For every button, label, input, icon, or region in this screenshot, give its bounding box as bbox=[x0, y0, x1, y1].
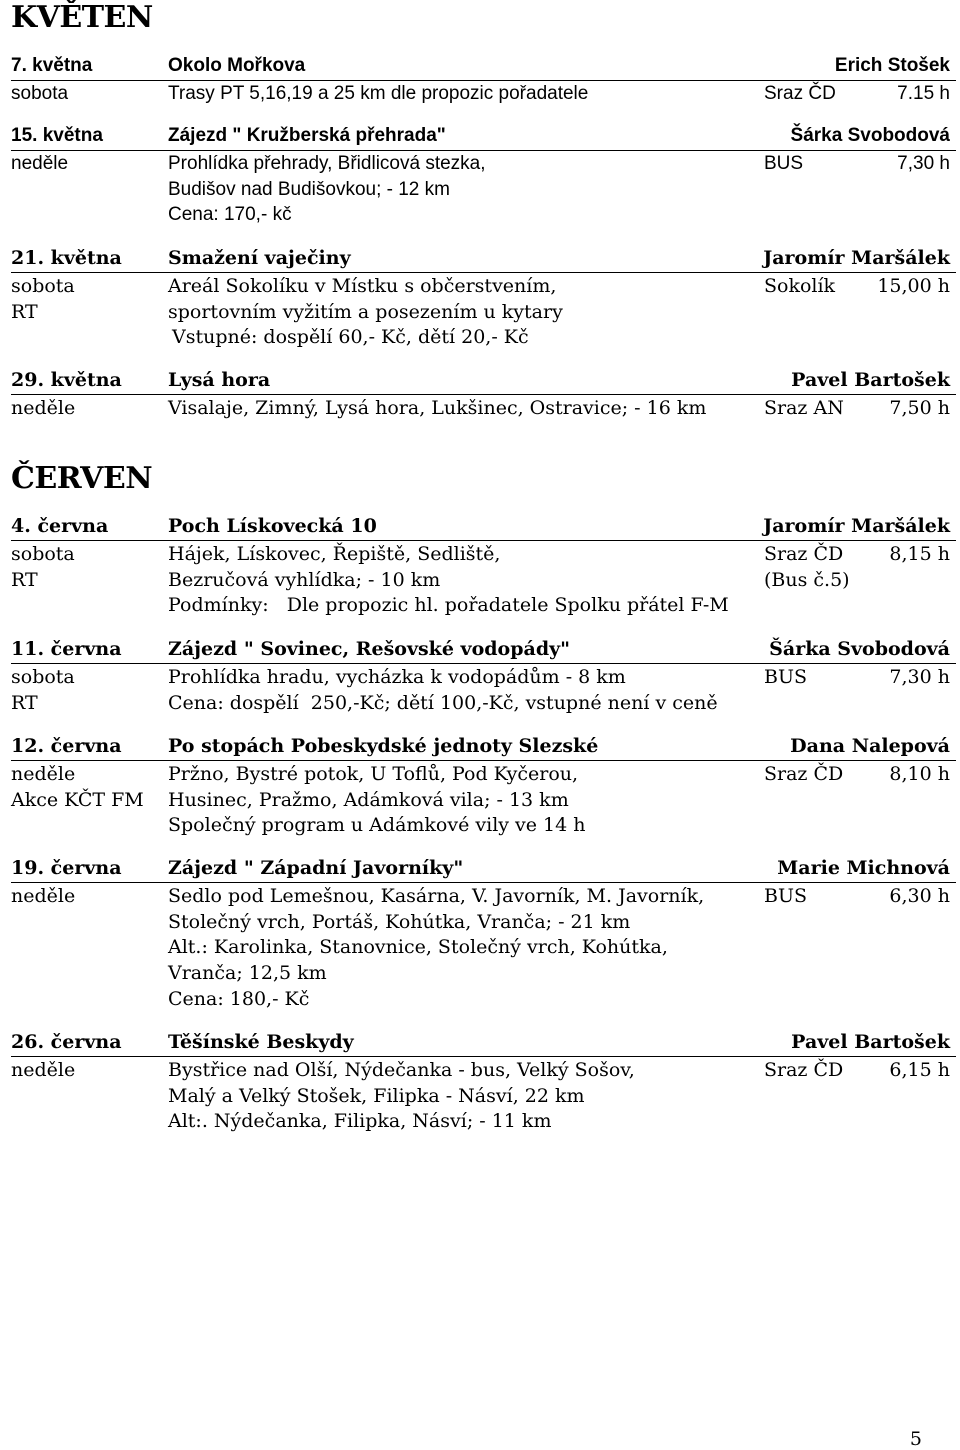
event-details bbox=[11, 884, 956, 1012]
event-description: Alt.: Karolinka, Stanovnice, Stolečný vrch, Kohútka, bbox=[168, 936, 668, 959]
event-time: 6,15 h bbox=[889, 1059, 950, 1081]
event-block bbox=[11, 856, 956, 1012]
event-row bbox=[11, 762, 956, 788]
event-title: Poch Lískovecká 10 bbox=[168, 515, 377, 537]
event-description: Bezručová vyhlídka; - 10 km bbox=[168, 568, 441, 591]
event-header bbox=[11, 124, 956, 151]
event-block bbox=[11, 734, 956, 839]
event-row bbox=[11, 325, 956, 351]
event-date: 19. června bbox=[11, 857, 122, 879]
event-header bbox=[11, 368, 956, 395]
event-row bbox=[11, 542, 956, 568]
event-day: neděle bbox=[11, 397, 76, 419]
event-description: Cena: 170,- kč bbox=[168, 204, 292, 226]
event-row bbox=[11, 568, 956, 594]
event-leader: Dana Nalepová bbox=[790, 735, 950, 757]
event-description: Prohlídka přehrady, Břidlicová stezka, bbox=[168, 153, 486, 174]
event-time: 6,30 h bbox=[889, 885, 950, 907]
event-details bbox=[11, 152, 956, 229]
event-day: sobota bbox=[11, 83, 69, 104]
event-time: 8,15 h bbox=[889, 543, 950, 565]
event-details bbox=[11, 542, 956, 619]
event-row bbox=[11, 593, 956, 619]
event-row bbox=[11, 935, 956, 961]
event-title: Po stopách Pobeskydské jednoty Slezské bbox=[168, 735, 599, 757]
event-header bbox=[11, 734, 956, 761]
event-description: Budišov nad Budišovkou; - 12 km bbox=[168, 178, 450, 200]
event-leader: Pavel Bartošek bbox=[791, 369, 950, 391]
event-time: 7,50 h bbox=[889, 397, 950, 419]
event-meeting-place: Sraz ČD bbox=[764, 83, 836, 104]
event-leader: Erich Stošek bbox=[834, 55, 950, 76]
event-time: 7,30 h bbox=[889, 666, 950, 688]
event-block bbox=[11, 514, 956, 619]
event-block bbox=[11, 1030, 956, 1135]
event-row bbox=[11, 1058, 956, 1084]
event-description: Vranča; 12,5 km bbox=[168, 962, 327, 985]
event-meeting-place: BUS bbox=[764, 885, 807, 907]
event-description: Cena: dospělí 250,-Kč; dětí 100,-Kč, vstupné není v ceně bbox=[168, 691, 718, 714]
event-row bbox=[11, 691, 956, 717]
event-description: sportovním vyžitím a posezením u kytary bbox=[168, 300, 563, 323]
event-day: sobota bbox=[11, 666, 75, 688]
event-day: Akce KČT FM bbox=[11, 788, 144, 811]
event-header bbox=[11, 637, 956, 664]
event-row bbox=[11, 987, 956, 1013]
event-row bbox=[11, 274, 956, 300]
event-row bbox=[11, 884, 956, 910]
event-day: neděle bbox=[11, 763, 76, 785]
event-meeting-place: (Bus č.5) bbox=[764, 568, 850, 591]
event-day: sobota bbox=[11, 543, 75, 565]
event-row bbox=[11, 961, 956, 987]
event-description: Pržno, Bystré potok, U Toflů, Pod Kyčerou, bbox=[168, 763, 579, 785]
event-row bbox=[11, 910, 956, 936]
event-description: Cena: 180,- Kč bbox=[168, 987, 310, 1010]
event-title: Okolo Mořkova bbox=[168, 55, 306, 76]
event-meeting-place: Sokolík bbox=[764, 275, 836, 297]
event-title: Zájezd " Západní Javorníky" bbox=[168, 857, 464, 879]
event-day: sobota bbox=[11, 275, 75, 297]
event-day: RT bbox=[11, 691, 38, 714]
page-number: 5 bbox=[909, 1428, 922, 1450]
event-description: Sedlo pod Lemešnou, Kasárna, V. Javorník, M. Javorník, bbox=[168, 885, 705, 907]
event-row bbox=[11, 152, 956, 178]
event-day: RT bbox=[11, 568, 38, 591]
event-title: Smažení vaječiny bbox=[168, 247, 351, 269]
event-description: Společný program u Adámkové vily ve 14 h bbox=[168, 814, 586, 837]
event-row bbox=[11, 788, 956, 814]
month-heading: ČERVEN bbox=[11, 461, 153, 496]
event-header bbox=[11, 54, 956, 81]
event-time: 8,10 h bbox=[889, 763, 950, 785]
event-block bbox=[11, 368, 956, 422]
event-description: Alt:. Nýdečanka, Filipka, Násví; - 11 km bbox=[168, 1110, 552, 1133]
event-description: Areál Sokolíku v Místku s občerstvením, bbox=[168, 275, 557, 297]
event-date: 29. května bbox=[11, 369, 122, 391]
event-leader: Jaromír Maršálek bbox=[763, 515, 950, 537]
event-leader: Pavel Bartošek bbox=[791, 1031, 950, 1053]
event-title: Zájezd " Sovinec, Rešovské vodopády" bbox=[168, 638, 571, 660]
event-description: Visalaje, Zimný, Lysá hora, Lukšinec, Ostravice; - 16 km bbox=[168, 397, 707, 419]
event-description: Hájek, Lískovec, Řepiště, Sedliště, bbox=[168, 543, 501, 565]
event-description: Vstupné: dospělí 60,- Kč, dětí 20,- Kč bbox=[172, 326, 529, 349]
event-leader: Marie Michnová bbox=[777, 857, 950, 879]
event-description: Trasy PT 5,16,19 a 25 km dle propozic pořadatele bbox=[168, 83, 589, 104]
event-block bbox=[11, 246, 956, 351]
event-date: 11. června bbox=[11, 638, 122, 660]
event-row bbox=[11, 396, 956, 422]
event-row bbox=[11, 665, 956, 691]
event-date: 21. května bbox=[11, 247, 122, 269]
event-details bbox=[11, 274, 956, 351]
event-row bbox=[11, 203, 956, 229]
event-row bbox=[11, 82, 956, 108]
event-date: 7. května bbox=[11, 55, 93, 76]
event-day: RT bbox=[11, 300, 38, 323]
event-meeting-place: BUS bbox=[764, 666, 807, 688]
event-header bbox=[11, 514, 956, 541]
month-heading: KVĚTEN bbox=[11, 0, 153, 35]
event-header bbox=[11, 246, 956, 273]
event-description: Husinec, Pražmo, Adámková vila; - 13 km bbox=[168, 788, 569, 811]
event-block bbox=[11, 124, 956, 229]
event-header bbox=[11, 856, 956, 883]
event-meeting-place: Sraz ČD bbox=[764, 543, 844, 565]
event-details bbox=[11, 665, 956, 716]
event-time: 15,00 h bbox=[877, 275, 950, 297]
event-details bbox=[11, 82, 956, 108]
event-row bbox=[11, 178, 956, 204]
event-description: Podmínky: Dle propozic hl. pořadatele Spolku přátel F-M bbox=[168, 594, 729, 617]
event-block bbox=[11, 54, 956, 108]
event-row bbox=[11, 1084, 956, 1110]
event-description: Malý a Velký Stošek, Filipka - Násví, 22 km bbox=[168, 1084, 585, 1107]
event-day: neděle bbox=[11, 1059, 76, 1081]
event-block bbox=[11, 637, 956, 716]
event-time: 7.15 h bbox=[897, 83, 950, 104]
event-leader: Šárka Svobodová bbox=[769, 638, 950, 660]
event-row bbox=[11, 1109, 956, 1135]
event-date: 15. května bbox=[11, 125, 103, 146]
event-title: Lysá hora bbox=[168, 369, 271, 391]
event-description: Bystřice nad Olší, Nýdečanka - bus, Velký Sošov, bbox=[168, 1059, 635, 1081]
event-time: 7,30 h bbox=[897, 153, 950, 174]
event-row bbox=[11, 300, 956, 326]
event-details bbox=[11, 396, 956, 422]
event-meeting-place: Sraz ČD bbox=[764, 763, 844, 785]
event-date: 4. června bbox=[11, 515, 109, 537]
event-description: Stolečný vrch, Portáš, Kohútka, Vranča; - 21 km bbox=[168, 910, 631, 933]
event-details bbox=[11, 762, 956, 839]
event-meeting-place: Sraz AN bbox=[764, 397, 844, 419]
event-meeting-place: BUS bbox=[764, 153, 804, 174]
event-day: neděle bbox=[11, 885, 76, 907]
event-row bbox=[11, 813, 956, 839]
event-meeting-place: Sraz ČD bbox=[764, 1059, 844, 1081]
event-leader: Šárka Svobodová bbox=[790, 125, 950, 146]
event-date: 12. června bbox=[11, 735, 122, 757]
event-title: Zájezd " Kružberská přehrada" bbox=[168, 125, 446, 146]
event-title: Těšínské Beskydy bbox=[168, 1031, 354, 1053]
event-details bbox=[11, 1058, 956, 1135]
event-header bbox=[11, 1030, 956, 1057]
event-leader: Jaromír Maršálek bbox=[763, 247, 950, 269]
event-day: neděle bbox=[11, 153, 69, 174]
event-description: Prohlídka hradu, vycházka k vodopádům - 8 km bbox=[168, 666, 626, 688]
event-date: 26. června bbox=[11, 1031, 122, 1053]
